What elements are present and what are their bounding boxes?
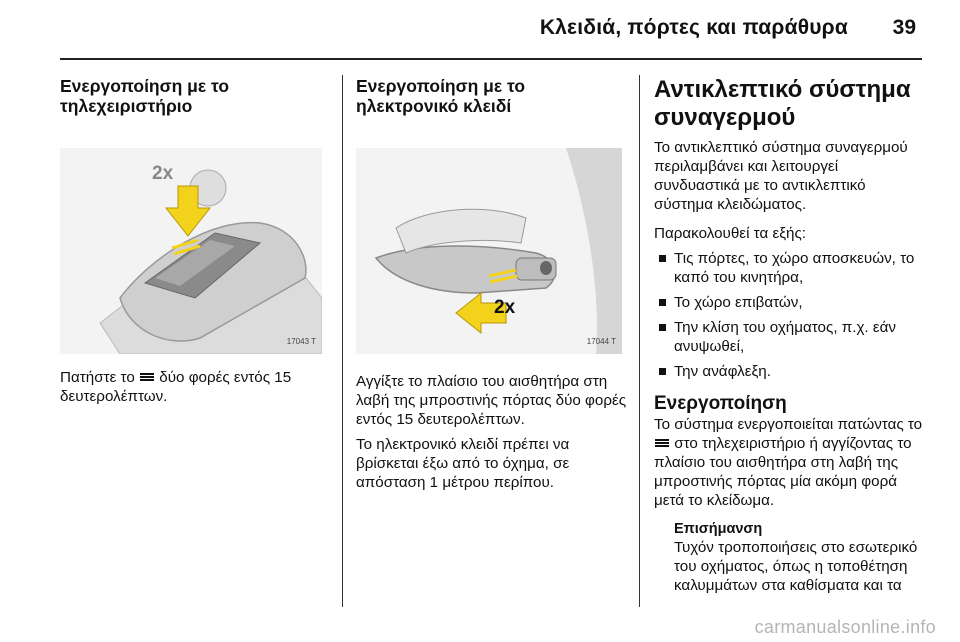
note-box xyxy=(674,520,924,595)
door-handle-illustration xyxy=(356,148,622,354)
header-divider xyxy=(60,58,922,60)
remote-key-figure xyxy=(60,148,322,354)
door-handle-figure xyxy=(356,148,622,354)
touch-sensor-instruction: Αγγίξτε το πλαίσιο του αισθητήρα στη λαβή της μπροστινής πόρτας δύο φορές εντός 15 δευτερολέπτων. xyxy=(356,373,627,428)
figure-code: 17043 T xyxy=(286,337,316,346)
note-text: Τυχόν τροποποιήσεις στο εσωτερικό του οχήματος, όπως η τοποθέτηση καλυμμάτων στα καθίσματα και τα xyxy=(674,539,918,595)
note-heading: Επισήμανση xyxy=(674,521,763,538)
list-item: Τις πόρτες, το χώρο αποσκευών, το καπό του κινητήρα, xyxy=(654,249,924,287)
section-heading-alarm: Αντικλεπτικό σύστημα συναγερμού xyxy=(654,76,911,131)
figure-2x-label: 2x xyxy=(494,297,516,318)
column-anti-theft-alarm xyxy=(654,76,924,595)
column-divider-1 xyxy=(342,75,343,607)
watermark: carmanualsonline.info xyxy=(754,617,936,637)
column-divider-2 xyxy=(639,75,640,607)
list-item: Την κλίση του οχήματος, π.χ. εάν ανυψωθεί, xyxy=(654,318,924,356)
remote-instruction: Πατήστε το δύο φορές εντός 15 δευτερολέπτων. xyxy=(60,369,292,406)
figure-code: 17044 T xyxy=(586,337,616,346)
column-remote-activation xyxy=(60,76,328,406)
alarm-intro: Το αντικλεπτικό σύστημα συναγερμού περιλαμβάνει και λειτουργεί συνδυαστικά με το αντικλεπτικό σύστημα κλειδώματος. xyxy=(654,139,908,213)
monitors-label: Παρακολουθεί τα εξής: xyxy=(654,225,807,242)
section-heading-remote: Ενεργοποίηση με το τηλεχειριστήριο xyxy=(60,76,230,116)
figure-2x-label: 2x xyxy=(152,163,174,184)
section-heading-electronic-key: Ενεργοποίηση με το ηλεκτρονικό κλειδί xyxy=(356,76,526,116)
list-item: Την ανάφλεξη. xyxy=(654,362,924,381)
page-number: 39 xyxy=(892,16,916,39)
list-item: Το χώρο επιβατών, xyxy=(654,293,924,312)
page-header-title: Κλειδιά, πόρτες και παράθυρα xyxy=(539,16,848,39)
activation-heading: Ενεργοποίηση xyxy=(654,393,787,414)
remote-key-illustration xyxy=(60,148,322,354)
lock-symbol-icon xyxy=(654,434,670,453)
activation-text: Το σύστημα ενεργοποιείται πατώντας το στο τηλεχειριστήριο ή αγγίζοντας το πλαίσιο του αισθητήρα στη λαβή της μπροστινής πόρτας μία ακόμη φορά μετά το κλείδωμα. xyxy=(654,416,923,510)
lock-symbol-icon xyxy=(139,368,155,387)
key-distance-note: Το ηλεκτρονικό κλειδί πρέπει να βρίσκεται έξω από το όχημα, σε απόσταση 1 μέτρου περίπου. xyxy=(356,436,570,491)
monitored-items-list xyxy=(654,249,924,381)
column-electronic-key-activation xyxy=(356,76,628,492)
